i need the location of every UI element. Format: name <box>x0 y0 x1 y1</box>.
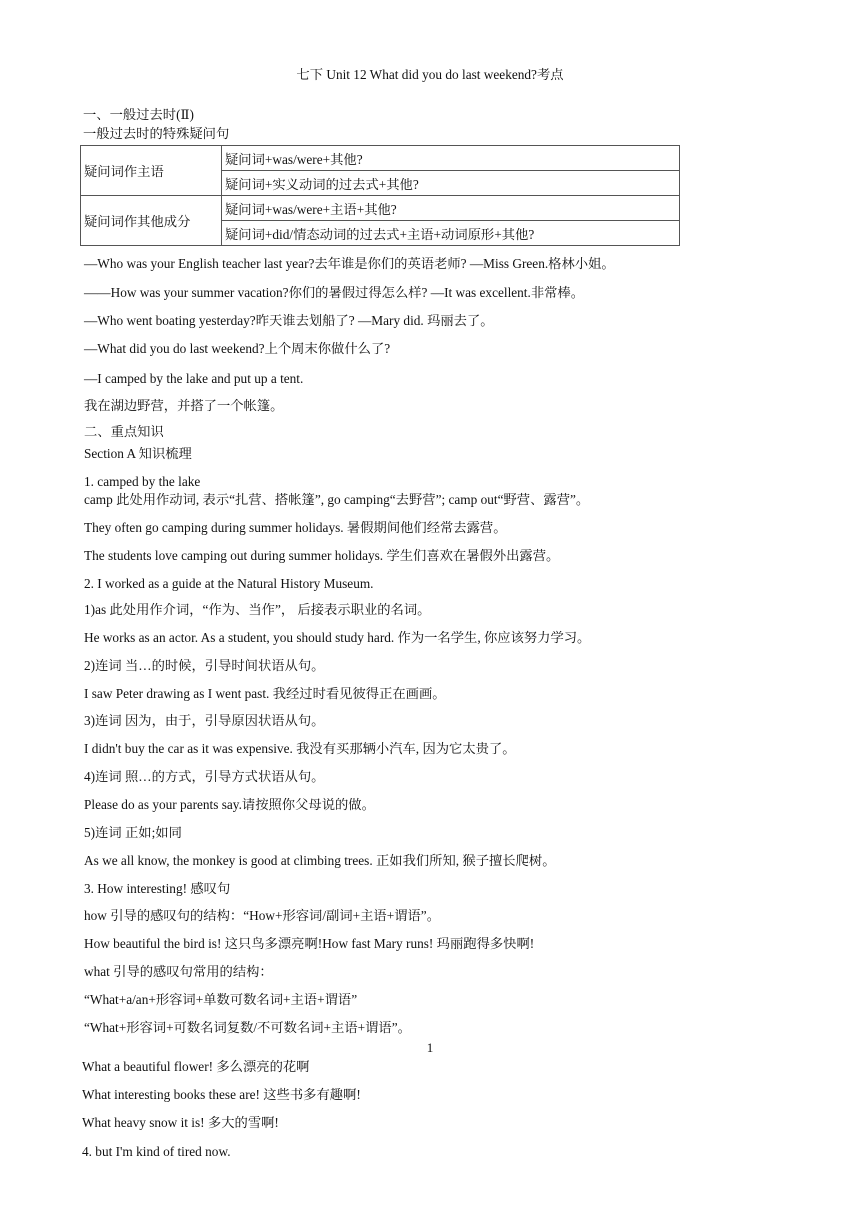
table-row-label: 疑问词作其他成分 <box>81 196 222 246</box>
body-line: “What+a/an+形容词+单数可数名词+主语+谓语” <box>84 992 358 1007</box>
body-line: What a beautiful flower! 多么漂亮的花啊 <box>82 1059 310 1074</box>
page-title: 七下 Unit 12 What did you do last weekend?考点 <box>296 67 564 82</box>
body-line: 1)as 此处用作介词，“作为、当作”， 后接表示职业的名词。 <box>84 602 431 617</box>
point-heading: 3. How interesting! 感叹句 <box>84 881 231 896</box>
body-line: What heavy snow it is! 多大的雪啊! <box>82 1115 279 1130</box>
section-a-heading: Section A 知识梳理 <box>84 446 192 461</box>
example-line: —Who was your English teacher last year?去年谁是你们的英语老师? —Miss Green.格林小姐。 <box>84 256 615 271</box>
body-line: 4)连词 照…的方式，引导方式状语从句。 <box>84 769 325 784</box>
body-line: 3)连词 因为，由于，引导原因状语从句。 <box>84 713 325 728</box>
page-number: 1 <box>426 1040 434 1055</box>
table-row-label: 疑问词作主语 <box>81 146 222 196</box>
body-line: The students love camping out during summer holidays. 学生们喜欢在暑假外出露营。 <box>84 548 560 563</box>
body-line: How beautiful the bird is! 这只鸟多漂亮啊!How fast Mary runs! 玛丽跑得多快啊! <box>84 936 535 951</box>
table-row <box>81 146 680 171</box>
body-line: They often go camping during summer holidays. 暑假期间他们经常去露营。 <box>84 520 507 535</box>
body-line: I saw Peter drawing as I went past. 我经过时看见彼得正在画画。 <box>84 686 446 701</box>
table-cell: 疑问词+was/were+主语+其他? <box>222 196 680 221</box>
point-heading: 4. but I'm kind of tired now. <box>82 1144 231 1159</box>
example-line: —I camped by the lake and put up a tent. <box>84 371 304 386</box>
body-line: Please do as your parents say.请按照你父母说的做。 <box>84 797 375 812</box>
body-line: 2)连词 当…的时候，引导时间状语从句。 <box>84 658 325 673</box>
body-line: As we all know, the monkey is good at climbing trees. 正如我们所知, 猴子擅长爬树。 <box>84 853 556 868</box>
subheading-wh-questions: 一般过去时的特殊疑问句 <box>83 126 230 141</box>
body-line: camp 此处用作动词, 表示“扎营、搭帐篷”, go camping“去野营”; camp out“野营、露营”。 <box>84 492 590 507</box>
table-row <box>81 196 680 221</box>
body-line: I didn't buy the car as it was expensive. 我没有买那辆小汽车, 因为它太贵了。 <box>84 741 516 756</box>
section-heading-key-points: 二、重点知识 <box>84 424 164 439</box>
example-line: ——How was your summer vacation?你们的暑假过得怎么样? —It was excellent.非常棒。 <box>84 285 585 300</box>
example-line: 我在湖边野营，并搭了一个帐篷。 <box>84 398 284 413</box>
point-heading: 1. camped by the lake <box>84 474 201 489</box>
point-heading: 2. I worked as a guide at the Natural History Museum. <box>84 576 374 591</box>
table-cell: 疑问词+did/情态动词的过去式+主语+动词原形+其他? <box>222 221 680 246</box>
example-line: —What did you do last weekend?上个周末你做什么了? <box>84 341 391 356</box>
table-cell: 疑问词+was/were+其他? <box>222 146 680 171</box>
body-line: What interesting books these are! 这些书多有趣啊! <box>82 1087 361 1102</box>
grammar-table <box>80 145 680 246</box>
body-line: what 引导的感叹句常用的结构： <box>84 964 273 979</box>
body-line: how 引导的感叹句的结构：“How+形容词/副词+主语+谓语”。 <box>84 908 441 923</box>
section-heading-grammar: 一、一般过去时(Ⅱ) <box>83 107 194 122</box>
body-line: “What+形容词+可数名词复数/不可数名词+主语+谓语”。 <box>84 1020 411 1035</box>
example-line: —Who went boating yesterday?昨天谁去划船了? —Mary did. 玛丽去了。 <box>84 313 494 328</box>
body-line: He works as an actor. As a student, you should study hard. 作为一名学生, 你应该努力学习。 <box>84 630 591 645</box>
body-line: 5)连词 正如;如同 <box>84 825 182 840</box>
table-cell: 疑问词+实义动词的过去式+其他? <box>222 171 680 196</box>
